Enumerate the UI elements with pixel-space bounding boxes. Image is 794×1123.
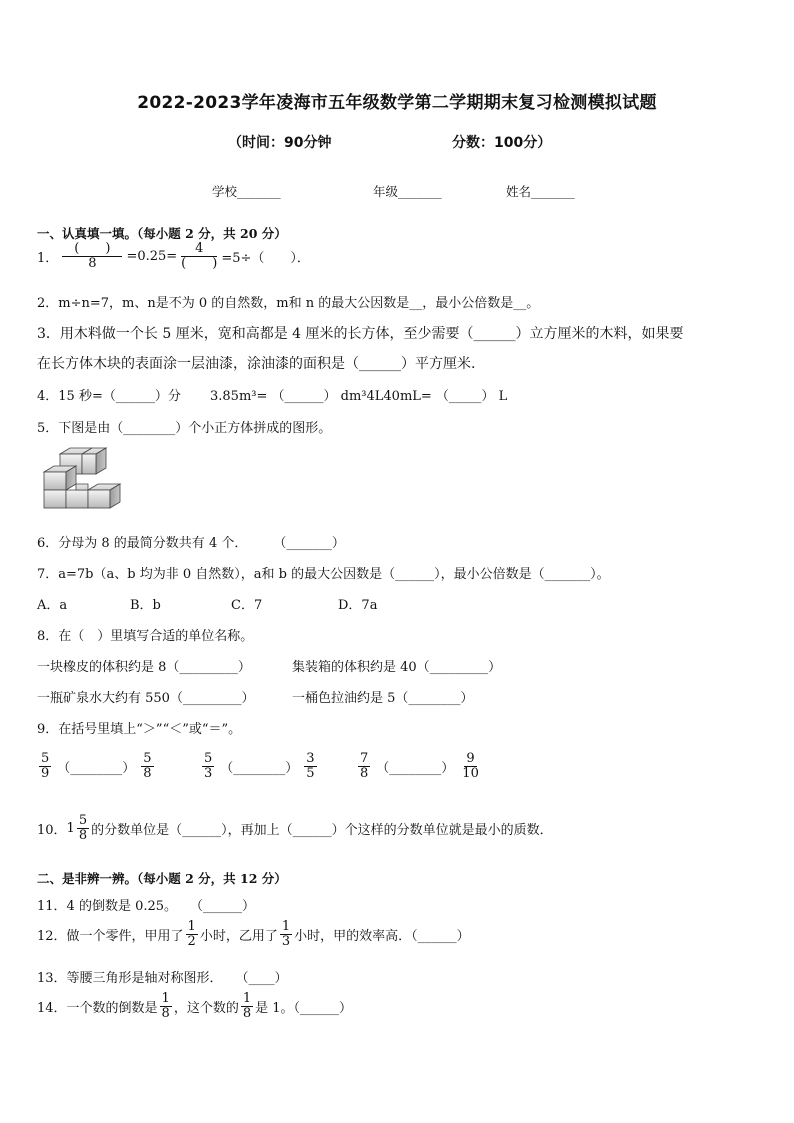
question-7: 7．a=7b（a、b 均为非 0 自然数），a和 b 的最大公因数是（______），最小公倍数是（_______）。: [37, 567, 610, 582]
question-11: 11．4 的倒数是 0.25。 （______）: [37, 899, 256, 914]
question-2: 2．m÷n=7，m、n是不为 0 的自然数，m和 n 的最大公因数是__，最小公倍数是__。: [37, 296, 540, 311]
question-12: 12．做一个零件，甲用了 $\frac{1}{2}$ 小时，乙用了 $\frac{1}{3}$ 小时，甲的效率高．（______）: [37, 919, 470, 950]
question-8-row-1b: 集装箱的体积约是 40（_________）: [292, 660, 502, 675]
question-6: 6．分母为 8 的最简分数共有 4 个． （_______）: [37, 536, 345, 551]
comparison-2: $\frac{5}{3}$ （________） $\frac{3}{5}$: [204, 751, 315, 782]
section-2-heading: 二、是非辨一辨。（每小题 2 分，共 12 分）: [37, 871, 287, 886]
option-d: D．7a: [338, 598, 378, 613]
option-b: B．b: [130, 598, 161, 613]
option-c: C．7: [231, 598, 263, 613]
question-4-part-b: 3.85m³= （______） dm³4L40mL= （_____） L: [210, 389, 508, 404]
comparison-1: $\frac{5}{9}$ （________） $\frac{5}{8}$: [41, 751, 152, 782]
time-label: （时间：90分钟: [228, 135, 332, 151]
question-9: 9．在括号里填上“＞”“＜”或“＝”。: [37, 722, 242, 737]
question-3-line-2: 在长方体木块的表面涂一层油漆，涂油漆的面积是（______）平方厘米.: [37, 356, 476, 372]
fraction: $\frac{4}{( )}$: [181, 241, 218, 272]
question-5: 5．下图是由（________）个小正方体拼成的图形。: [37, 421, 332, 436]
question-number: 1．: [37, 251, 59, 267]
question-14: 14．一个数的倒数是 $\frac{1}{8}$ ，这个数的 $\frac{1}{8}$ 是 1。（______）: [37, 991, 353, 1022]
name-field: 姓名_______: [506, 184, 575, 199]
score-label: 分数：100分）: [452, 135, 552, 151]
page-title: 2022-2023学年凌海市五年级数学第二学期期末复习检测模拟试题: [137, 93, 657, 113]
question-3-line-1: 3．用木料做一个长 5 厘米，宽和高都是 4 厘米的长方体，至少需要（______）立方厘米的木料，如果要: [37, 326, 684, 342]
fraction: $\frac{( )}{8}$: [62, 242, 122, 272]
comparison-3: $\frac{7}{8}$ （________） $\frac{9}{10}$: [360, 751, 479, 782]
question-4-part-a: 4．15 秒=（______）分: [37, 389, 181, 404]
question-1: 1． $\frac{( )}{8}$ =0.25= $\frac{4}{( )}$ =5÷（ ）．: [37, 241, 310, 272]
option-a: A．a: [37, 598, 68, 613]
question-13: 13．等腰三角形是轴对称图形． （____）: [37, 971, 288, 986]
question-10: 10． 1 $\frac{5}{8}$ 的分数单位是（______），再加上（______）个这样的分数单位就是最小的质数．: [37, 813, 553, 844]
question-8-row-1a: 一块橡皮的体积约是 8（_________）: [37, 660, 251, 675]
grade-field: 年级_______: [373, 184, 442, 199]
section-1-heading: 一、认真填一填。（每小题 2 分，共 20 分）: [37, 226, 287, 241]
question-8-row-2a: 一瓶矿泉水大约有 550（_________）: [37, 691, 255, 706]
question-8: 8．在（ ）里填写合适的单位名称。: [37, 629, 254, 644]
question-8-row-2b: 一桶色拉油约是 5（________）: [292, 691, 474, 706]
school-field: 学校_______: [212, 184, 281, 199]
cubes-figure: [40, 446, 132, 510]
